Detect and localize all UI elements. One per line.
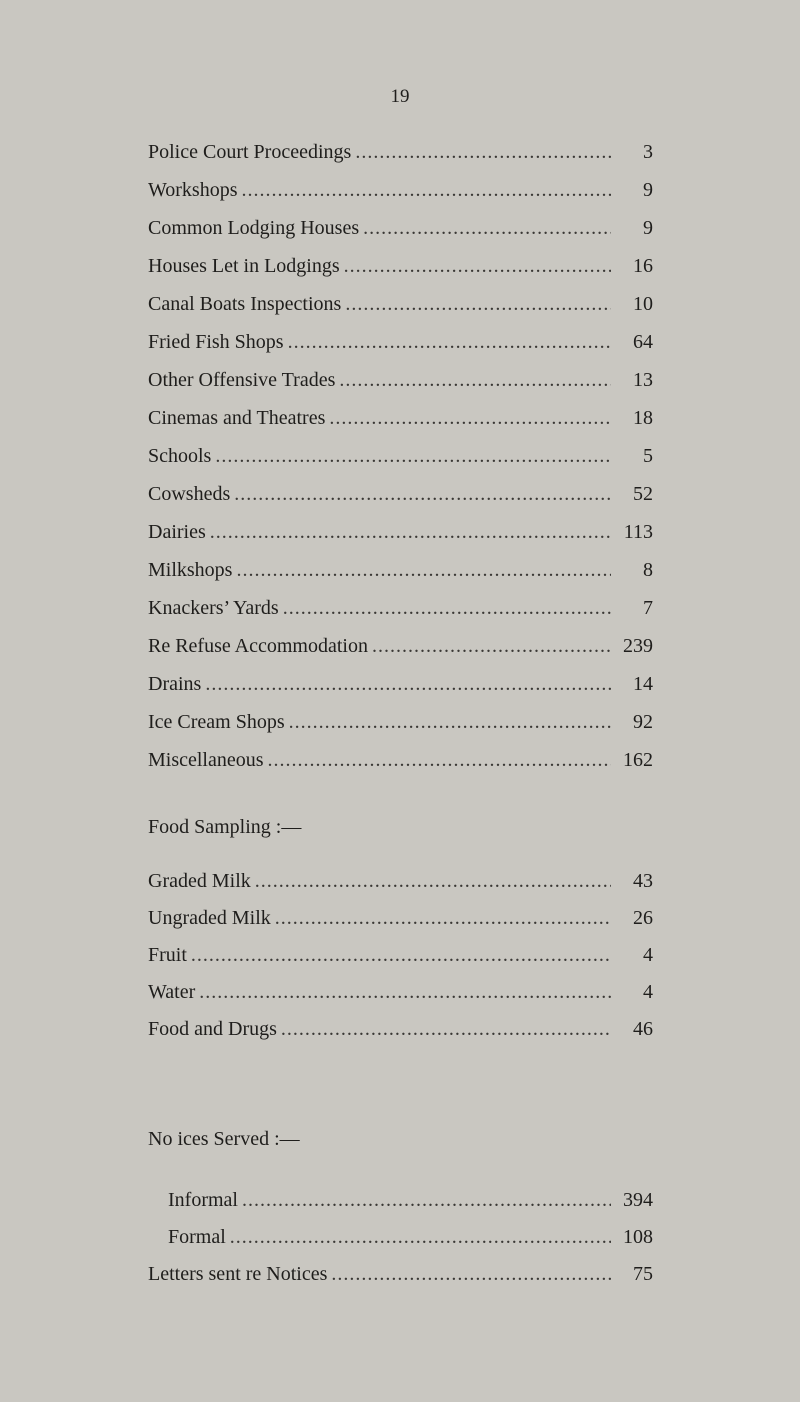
item-label: Schools (148, 445, 212, 467)
list-item (148, 479, 653, 509)
dot-leader (234, 479, 611, 509)
item-value: 9 (643, 217, 653, 239)
item-label: Workshops (148, 179, 238, 201)
list-item (148, 593, 653, 623)
dot-leader (191, 940, 611, 970)
item-value: 8 (643, 559, 653, 581)
list-item (148, 327, 653, 357)
item-label: Cowsheds (148, 483, 231, 505)
list-item (148, 940, 653, 970)
item-value: 16 (633, 255, 653, 277)
item-value: 4 (643, 944, 653, 966)
food-sampling-heading: Food Sampling :— (148, 816, 302, 838)
item-label: Miscellaneous (148, 749, 264, 771)
item-label: Houses Let in Lodgings (148, 255, 340, 277)
dot-leader (268, 745, 611, 775)
item-value: 3 (643, 141, 653, 163)
dot-leader (283, 593, 611, 623)
item-value: 113 (623, 521, 653, 543)
list-item (148, 289, 653, 319)
notices-heading: No ices Served :— (148, 1128, 300, 1150)
item-label: Food and Drugs (148, 1018, 277, 1040)
list-item (148, 669, 653, 699)
item-label: Ungraded Milk (148, 907, 271, 929)
item-value: 162 (623, 749, 653, 771)
item-value: 92 (633, 711, 653, 733)
dot-leader (345, 289, 611, 319)
list-item (148, 251, 653, 281)
dot-leader (236, 555, 611, 585)
item-label: Informal (168, 1189, 238, 1211)
list-item (148, 517, 653, 547)
item-label: Letters sent re Notices (148, 1263, 328, 1285)
list-item (148, 745, 653, 775)
item-value: 75 (633, 1263, 653, 1285)
list-item (148, 1014, 653, 1044)
dot-leader (355, 137, 611, 167)
item-label: Formal (168, 1226, 226, 1248)
item-label: Fruit (148, 944, 187, 966)
list-item (148, 555, 653, 585)
item-label: Canal Boats Inspections (148, 293, 342, 315)
dot-leader (199, 977, 611, 1007)
item-value: 26 (633, 907, 653, 929)
dot-leader (275, 903, 611, 933)
item-value: 5 (643, 445, 653, 467)
dot-leader (339, 365, 611, 395)
item-label: Common Lodging Houses (148, 217, 360, 239)
item-value: 108 (623, 1226, 653, 1248)
item-label: Knackers’ Yards (148, 597, 279, 619)
dot-leader (281, 1014, 611, 1044)
item-value: 14 (633, 673, 653, 695)
item-label: Re Refuse Accommodation (148, 635, 368, 657)
list-item (148, 365, 653, 395)
item-label: Milkshops (148, 559, 233, 581)
dot-leader (205, 669, 611, 699)
dot-leader (289, 707, 611, 737)
item-label: Ice Cream Shops (148, 711, 285, 733)
list-item (148, 977, 653, 1007)
dot-leader (329, 403, 611, 433)
item-label: Graded Milk (148, 870, 251, 892)
item-value: 7 (643, 597, 653, 619)
item-value: 46 (633, 1018, 653, 1040)
list-item (148, 1259, 653, 1289)
item-value: 239 (623, 635, 653, 657)
dot-leader (242, 1185, 611, 1215)
list-item (148, 175, 653, 205)
item-label: Dairies (148, 521, 206, 543)
item-value: 394 (623, 1189, 653, 1211)
list-item (168, 1185, 653, 1215)
item-value: 10 (633, 293, 653, 315)
list-item (148, 137, 653, 167)
dot-leader (331, 1259, 611, 1289)
item-value: 13 (633, 369, 653, 391)
item-label: Fried Fish Shops (148, 331, 284, 353)
list-item (148, 707, 653, 737)
item-label: Police Court Proceedings (148, 141, 352, 163)
item-value: 18 (633, 407, 653, 429)
list-item (148, 631, 653, 661)
dot-leader (215, 441, 611, 471)
item-value: 64 (633, 331, 653, 353)
item-label: Water (148, 981, 196, 1003)
list-item (148, 441, 653, 471)
dot-leader (288, 327, 611, 357)
item-label: Drains (148, 673, 202, 695)
dot-leader (344, 251, 611, 281)
item-value: 4 (643, 981, 653, 1003)
dot-leader (230, 1222, 611, 1252)
list-item (148, 403, 653, 433)
item-value: 9 (643, 179, 653, 201)
dot-leader (372, 631, 611, 661)
item-value: 43 (633, 870, 653, 892)
page-number: 19 (390, 86, 410, 107)
dot-leader (363, 213, 611, 243)
list-item (168, 1222, 653, 1252)
item-label: Cinemas and Theatres (148, 407, 326, 429)
dot-leader (210, 517, 611, 547)
dot-leader (242, 175, 611, 205)
list-item (148, 866, 653, 896)
list-item (148, 213, 653, 243)
list-item (148, 903, 653, 933)
item-label: Other Offensive Trades (148, 369, 336, 391)
item-value: 52 (633, 483, 653, 505)
dot-leader (255, 866, 611, 896)
